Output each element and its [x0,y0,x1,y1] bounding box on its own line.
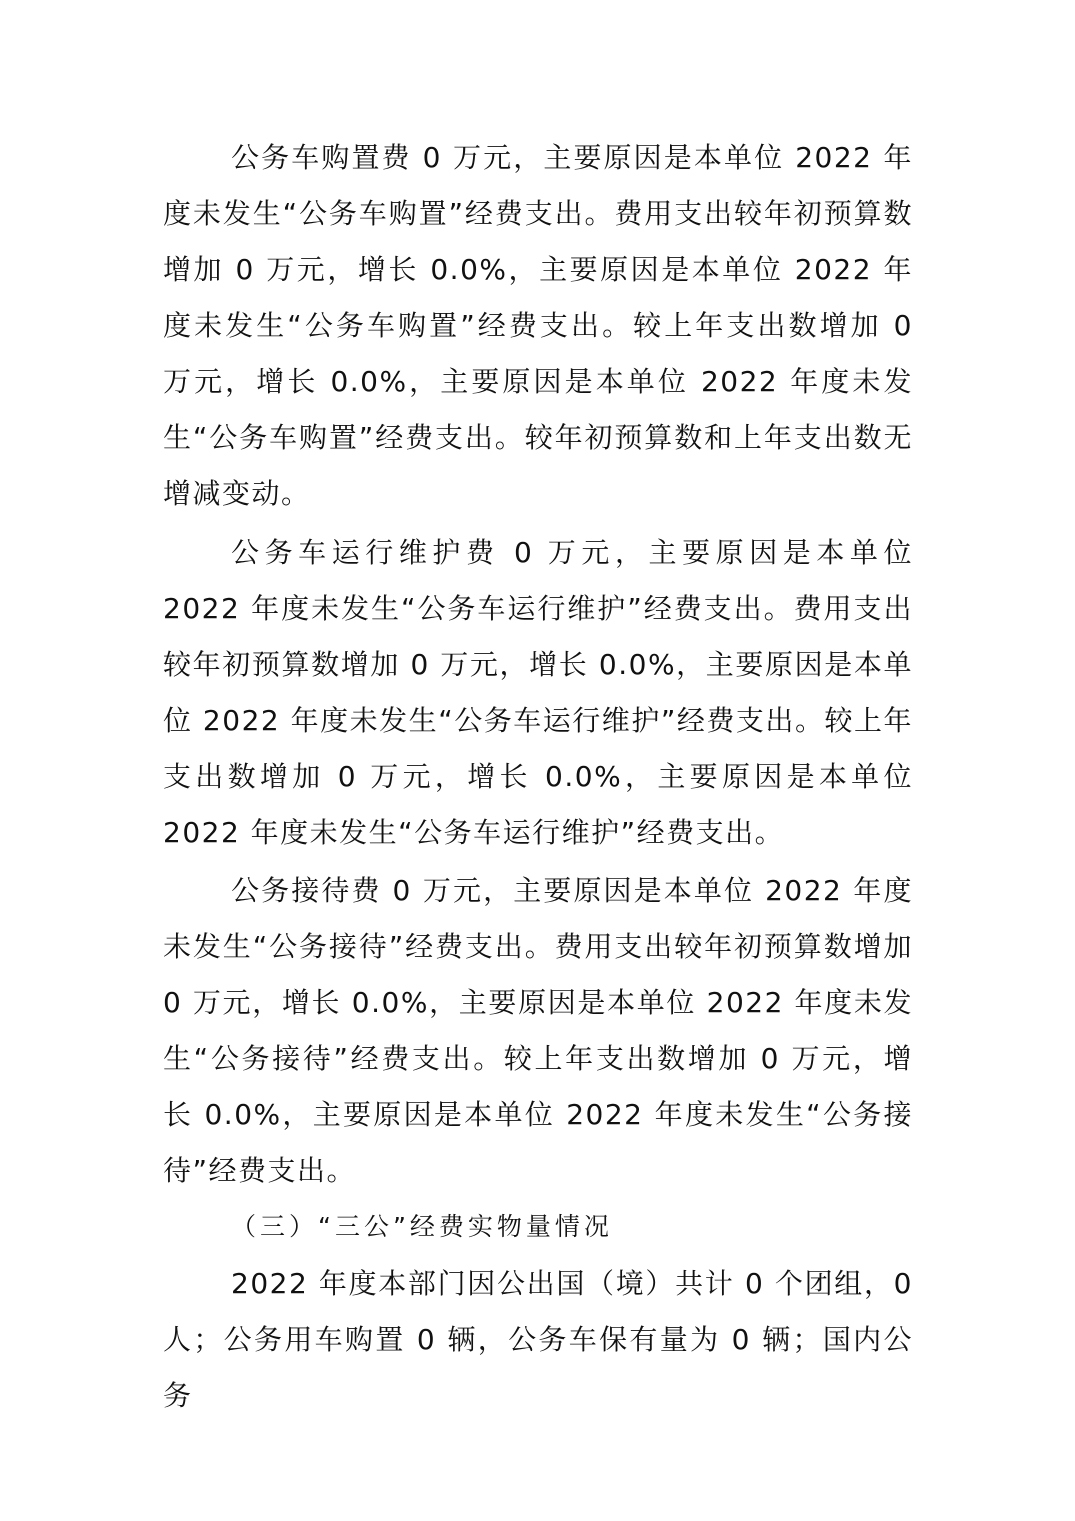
section-heading: （三）“三公”经费实物量情况 [231,1212,613,1241]
paragraph-vehicle-purchase: 公务车购置费 0 万元，主要原因是本单位 2022 年度未发生“公务车购置”经费支出。费用支出较年初预算数增加 0 万元，增长 0.0%，主要原因是本单位 2022 年度未发生“公务车购置”经费支出。较上年支出数增加 0 万元，增长 0.0%，主要原因是本单位 2022 年度未发生“公务车购置”经费支出。较年初预算数和上年支出数无增减变动。 [163,141,913,510]
paragraph-physical-quantity: 2022 年度本部门因公出国（境）共计 0 个团组，0 人；公务用车购置 0 辆，公务车保有量为 0 辆；国内公务 [163,1267,913,1412]
paragraph-vehicle-maintenance: 公务车运行维护费 0 万元，主要原因是本单位 2022 年度未发生“公务车运行维护”经费支出。费用支出较年初预算数增加 0 万元，增长 0.0%，主要原因是本单位 2022 年度未发生“公务车运行维护”经费支出。较上年支出数增加 0 万元，增长 0.0%，主要原因是本单位 2022 年度未发生“公务车运行维护”经费支出。 [163,536,913,849]
paragraph-official-reception: 公务接待费 0 万元，主要原因是本单位 2022 年度未发生“公务接待”经费支出。费用支出较年初预算数增加 0 万元，增长 0.0%，主要原因是本单位 2022 年度未发生“公务接待”经费支出。较上年支出数增加 0 万元，增长 0.0%，主要原因是本单位 2022 年度未发生“公务接待”经费支出。 [163,874,913,1187]
